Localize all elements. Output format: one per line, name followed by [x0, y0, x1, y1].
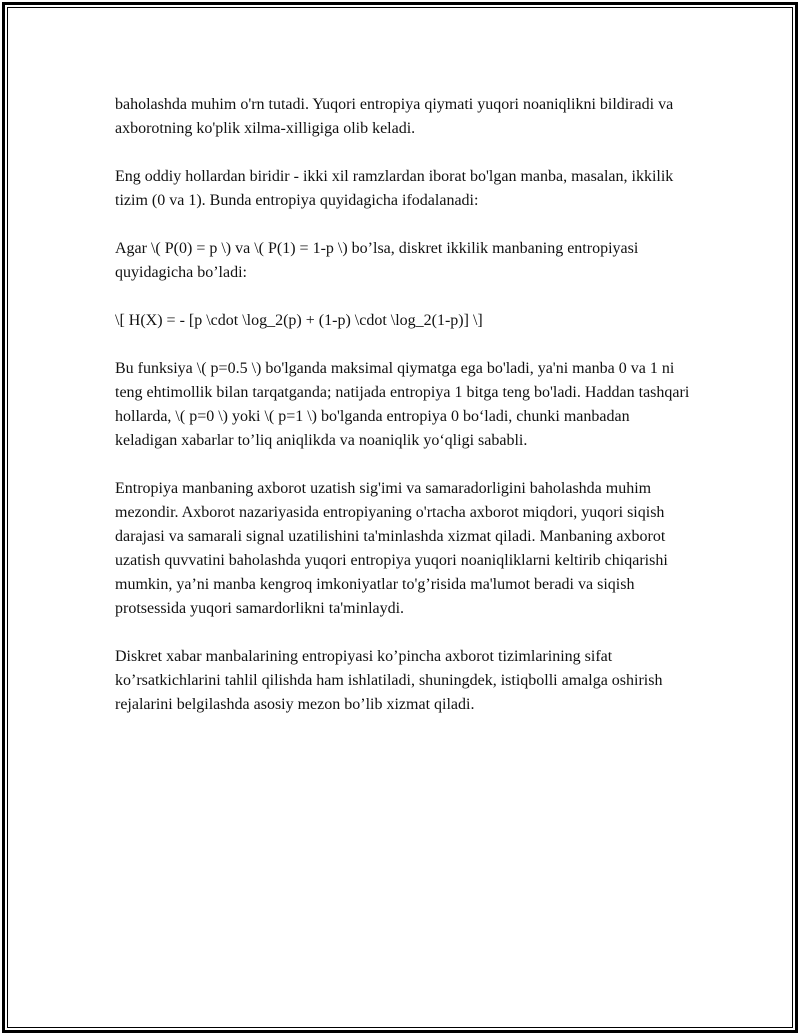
paragraph-function-maximum: Bu funksiya \( p=0.5 \) bo'lganda maksimal qiymatga ega bo'ladi, ya'ni manba 0 va 1 ni teng ehtimollik bilan tarqatganda; natijada entropiya 1 bitga teng bo'ladi. Haddan tashqari hollarda, \( p=0 \) yoki \( p=1 \) bo'lganda entropiya 0 bo‘ladi, chunki manbadan keladigan xabarlar to’liq aniqlikda va noaniqlik yo‘qligi sababli. — [115, 360, 690, 449]
paragraph-binary-source: Eng oddiy hollardan biridir - ikki xil ramzlardan iborat bo'lgan manba, masalan, ikkilik tizim (0 va 1). Bunda entropiya quyidagicha ifodalanadi: — [115, 168, 674, 209]
document-body — [115, 93, 695, 741]
paragraph-entropy-criterion: Entropiya manbaning axborot uzatish sig'imi va samaradorligini baholashda muhim mezondir. Axborot nazariyasida entropiyaning o'rtacha axborot miqdori, yuqori siqish darajasi va samarali signal uzatilishini ta'minlashda xizmat qiladi. Manbaning axborot uzatish quvvatini baholashda yuqori entropiya yuqori noaniqliklarni keltirib chiqarishi mumkin, ya’ni manba kengroq imkoniyatlar to'g’risida ma'lumot beradi va siqish protsessida yuqori samardorlikni ta'minlaydi. — [115, 480, 668, 617]
paragraph-intro-continuation: baholashda muhim o'rn tutadi. Yuqori entropiya qiymati yuqori noaniqlikni bildiradi va axborotning ko'plik xilma-xilligiga olib keladi. — [115, 96, 674, 137]
paragraph-entropy-formula: \[ H(X) = - [p \cdot \log_2(p) + (1-p) \cdot \log_2(1-p)] \] — [115, 312, 483, 329]
paragraph-conclusion: Diskret xabar manbalarining entropiyasi ko’pincha axborot tizimlarining sifat ko’rsatkichlarini tahlil qilishda ham ishlatiladi, shuningdek, istiqbolli amalga oshirish rejalarini belgilashda asosiy mezon bo’lib xizmat qiladi. — [115, 648, 663, 713]
paragraph-probability-definition: Agar \( P(0) = p \) va \( P(1) = 1-p \) bo’lsa, diskret ikkilik manbaning entropiyasi quyidagicha bo’ladi: — [115, 240, 639, 281]
